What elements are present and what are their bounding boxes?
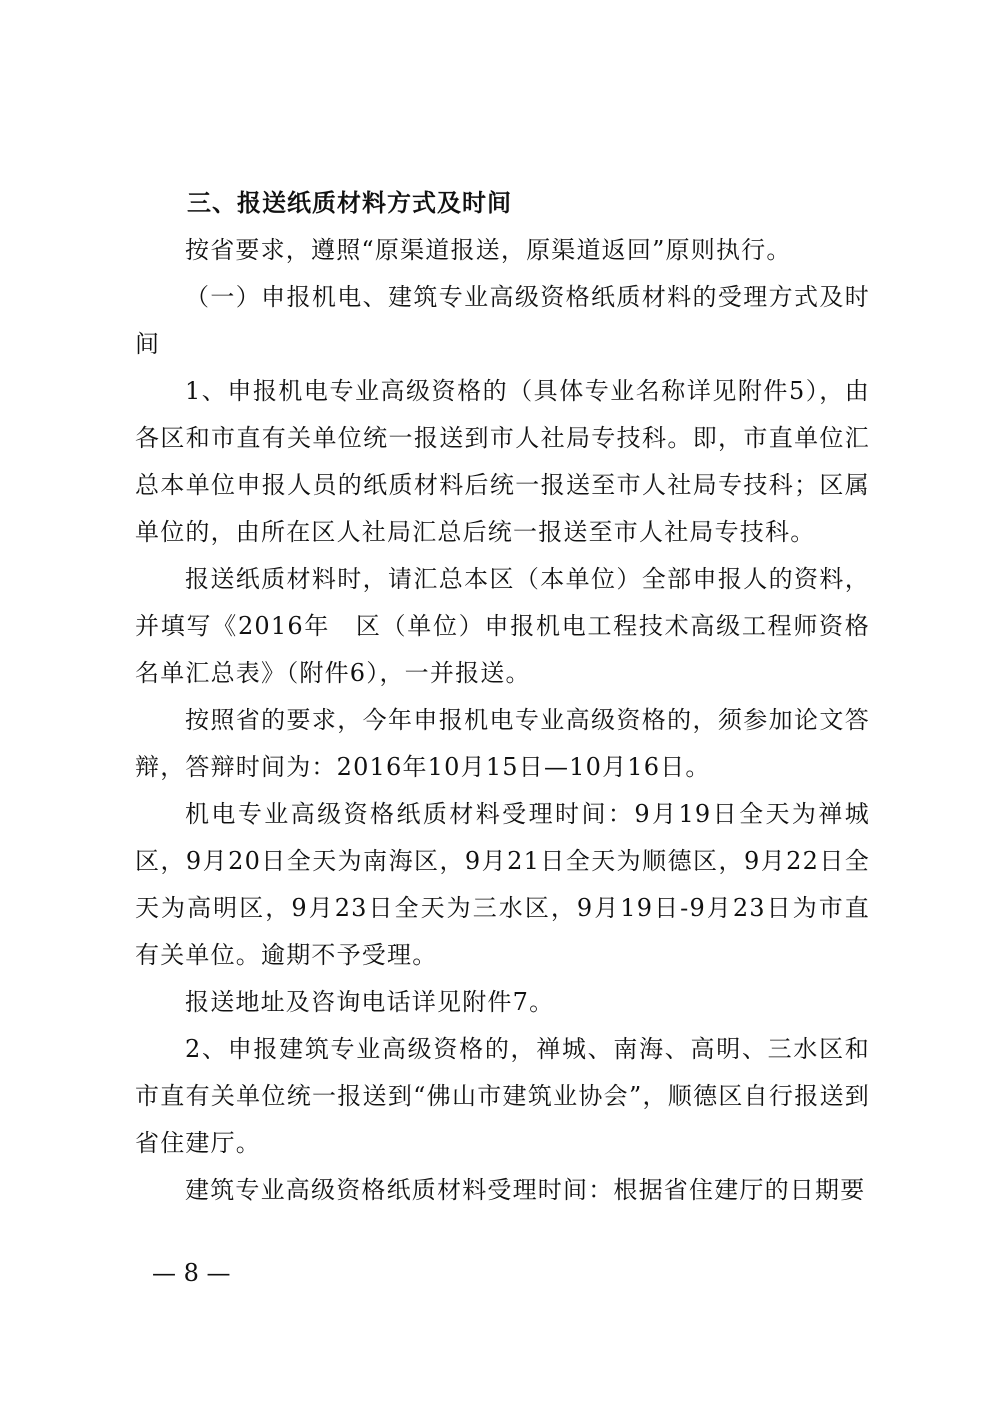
paragraph-subsection-title: （一）申报机电、建筑专业高级资格纸质材料的受理方式及时间 xyxy=(135,283,870,358)
page-number: — 8 — xyxy=(152,1259,231,1287)
paragraph-item-1: 1、申报机电专业高级资格的（具体专业名称详见附件5），由各区和市直有关单位统一报送到市人社局专技科。即，市直单位汇总本单位申报人员的纸质材料后统一报送至市人社局专技科；区属单位的，由所在区人社局汇总后统一报送至市人社局专技科。 xyxy=(135,377,870,546)
paragraph-item-2: 2、申报建筑专业高级资格的，禅城、南海、高明、三水区和市直有关单位统一报送到“佛山市建筑业协会”，顺德区自行报送到省住建厅。 xyxy=(135,1035,870,1157)
paragraph-principle: 按省要求，遵照“原渠道报送，原渠道返回”原则执行。 xyxy=(185,236,792,264)
paragraph-address: 报送地址及咨询电话详见附件7。 xyxy=(185,988,555,1016)
paragraph-defense-time: 按照省的要求，今年申报机电专业高级资格的，须参加论文答辩，答辩时间为：2016年10月15日—10月16日。 xyxy=(135,706,870,781)
paragraph-acceptance-time: 机电专业高级资格纸质材料受理时间：9月19日全天为禅城区，9月20日全天为南海区，9月21日全天为顺德区，9月22日全天为高明区，9月23日全天为三水区，9月19日-9月23日为市直有关单位。逾期不予受理。 xyxy=(135,800,870,969)
paragraph-submission-note: 报送纸质材料时，请汇总本区（本单位）全部申报人的资料，并填写《2016年 区（单位）申报机电工程技术高级工程师资格名单汇总表》（附件6），一并报送。 xyxy=(135,565,870,687)
section-heading: 三、报送纸质材料方式及时间 xyxy=(187,189,512,217)
document-body xyxy=(135,180,870,1214)
paragraph-construction-time: 建筑专业高级资格纸质材料受理时间：根据省住建厅的日期要 xyxy=(185,1176,866,1204)
